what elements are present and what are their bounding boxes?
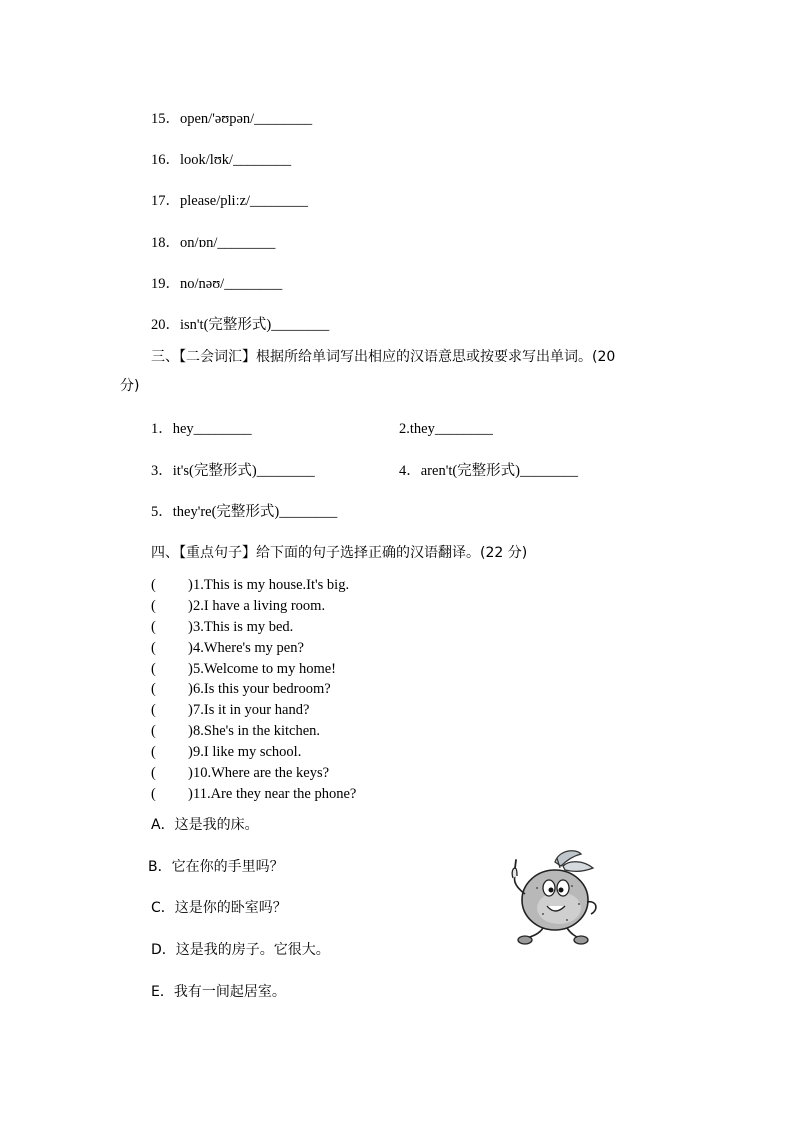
answer-paren-open: (	[151, 619, 156, 635]
question-text: 9.I like my school.	[193, 744, 302, 760]
vocab-item-16	[151, 150, 291, 170]
option-d: D．这是我的房子。它很大。	[151, 942, 330, 958]
orange-mascot-icon	[497, 848, 605, 946]
option-c: C．这是你的卧室吗？	[151, 900, 287, 916]
question-text: 7.Is it in your hand?	[193, 702, 310, 718]
question-text: 1.This is my house.It's big.	[193, 577, 350, 593]
vocab-text: look/lʊk/________	[180, 152, 292, 168]
section3-item-5: 5．they're(完整形式)________	[151, 504, 338, 520]
vocab-item-20	[151, 315, 329, 335]
answer-paren-close: )	[188, 577, 193, 593]
vocab-item-15	[151, 109, 312, 129]
vocab-text: isn't(完整形式)________	[180, 317, 330, 333]
answer-paren-open: (	[151, 681, 156, 697]
question-text: 8.She's in the kitchen.	[193, 723, 321, 739]
answer-paren-close: )	[188, 702, 193, 718]
answer-paren-close: )	[188, 723, 193, 739]
vocab-item-17	[151, 191, 308, 211]
option-b: B．它在你的手里吗？	[148, 859, 284, 875]
question-text: 5.Welcome to my home!	[193, 661, 336, 677]
section3-item-1: 1．hey________	[151, 421, 252, 437]
question-text: 2.I have a living room.	[193, 598, 326, 614]
answer-paren-close: )	[188, 661, 193, 677]
vocab-number: 17．	[151, 193, 180, 209]
option-a: A．这是我的床。	[151, 817, 259, 833]
section3-heading: 三、【二会词汇】根据所给单词写出相应的汉语意思或按要求写出单词。(20	[151, 349, 616, 365]
answer-paren-close: )	[188, 765, 193, 781]
vocab-number: 16．	[151, 152, 180, 168]
vocab-number: 15．	[151, 111, 180, 127]
vocab-item-18	[151, 233, 275, 253]
question-text: 3.This is my bed.	[193, 619, 294, 635]
answer-paren-open: (	[151, 744, 156, 760]
vocab-number: 19．	[151, 276, 180, 292]
answer-paren-open: (	[151, 702, 156, 718]
answer-paren-open: (	[151, 640, 156, 656]
answer-paren-close: )	[188, 619, 193, 635]
question-text: 4.Where's my pen?	[193, 640, 304, 656]
answer-paren-open: (	[151, 598, 156, 614]
section3-heading-cont: 分)	[120, 378, 140, 394]
vocab-text: on/ɒn/________	[180, 235, 276, 251]
answer-paren-open: (	[151, 577, 156, 593]
section3-item-2: 2.they________	[399, 421, 493, 437]
section3-item-4: 4．aren't(完整形式)________	[399, 463, 578, 479]
answer-paren-close: )	[188, 744, 193, 760]
option-e: E．我有一间起居室。	[151, 984, 286, 1000]
question-text: 11.Are they near the phone?	[193, 786, 357, 802]
answer-paren-close: )	[188, 640, 193, 656]
answer-paren-open: (	[151, 723, 156, 739]
section3-item-3: 3．it's(完整形式)________	[151, 463, 315, 479]
section4-heading: 四、【重点句子】给下面的句子选择正确的汉语翻译。(22 分)	[151, 545, 528, 561]
answer-paren-open: (	[151, 765, 156, 781]
answer-paren-open: (	[151, 661, 156, 677]
question-text: 10.Where are the keys?	[193, 765, 330, 781]
vocab-item-19	[151, 274, 282, 294]
vocab-text: open/'əʊpən/________	[180, 111, 313, 127]
answer-paren-close: )	[188, 598, 193, 614]
vocab-number: 18．	[151, 235, 180, 251]
answer-paren-close: )	[188, 681, 193, 697]
question-text: 6.Is this your bedroom?	[193, 681, 331, 697]
vocab-text: please/pliːz/________	[180, 193, 309, 209]
answer-paren-close: )	[188, 786, 193, 802]
vocab-number: 20．	[151, 317, 180, 333]
answer-paren-open: (	[151, 786, 156, 802]
vocab-text: no/nəʊ/________	[180, 276, 283, 292]
